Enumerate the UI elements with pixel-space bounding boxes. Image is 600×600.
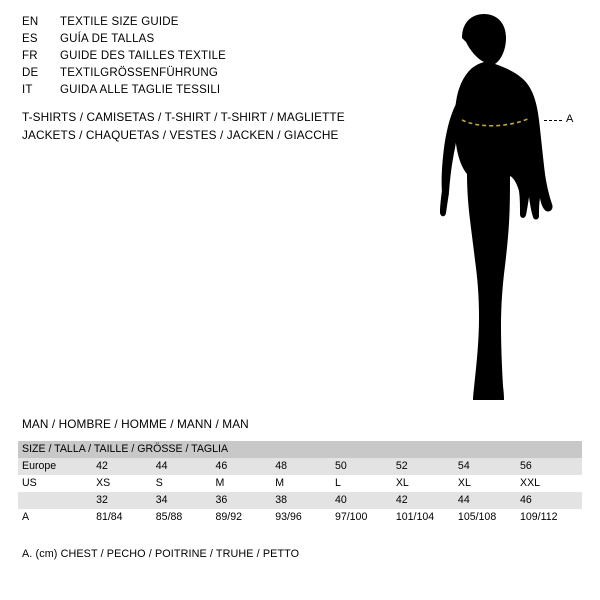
table-row	[18, 458, 582, 475]
cell: 42	[396, 492, 458, 509]
cell: M	[275, 475, 335, 492]
measure-label-a: A	[566, 113, 574, 125]
language-row	[22, 84, 362, 101]
language-row	[22, 67, 362, 84]
language-row	[22, 50, 362, 67]
cell: 81/84	[96, 509, 156, 526]
cell: 38	[275, 492, 335, 509]
cell: M	[216, 475, 276, 492]
cell: 56	[520, 458, 582, 475]
category-tshirts: T-SHIRTS / CAMISETAS / T-SHIRT / T-SHIRT / MAGLIETTE	[22, 110, 345, 124]
table-row	[18, 475, 582, 492]
language-text: GUÍA DE TALLAS	[60, 33, 155, 45]
cell: 101/104	[396, 509, 458, 526]
cell: 44	[156, 458, 216, 475]
cell: 40	[335, 492, 396, 509]
table-title: MAN / HOMBRE / HOMME / MANN / MAN	[22, 417, 249, 431]
language-code: FR	[22, 50, 38, 62]
row-label: Europe	[18, 458, 96, 475]
cell: 109/112	[520, 509, 582, 526]
cell: 54	[458, 458, 520, 475]
cell: 85/88	[156, 509, 216, 526]
language-text: TEXTILE SIZE GUIDE	[60, 16, 179, 28]
table-header-row	[18, 441, 582, 458]
measure-dash-line	[544, 120, 562, 122]
row-label: US	[18, 475, 96, 492]
language-text: TEXTILGRÖSSENFÜHRUNG	[60, 67, 218, 79]
language-code: ES	[22, 33, 38, 45]
cell: XL	[458, 475, 520, 492]
cell: XL	[396, 475, 458, 492]
size-table	[18, 441, 582, 526]
language-code: DE	[22, 67, 39, 79]
cell: 93/96	[275, 509, 335, 526]
product-categories	[22, 110, 382, 146]
cell: 89/92	[216, 509, 276, 526]
table-header-label: SIZE / TALLA / TAILLE / GRÖSSE / TAGLIA	[18, 441, 582, 458]
cell: 44	[458, 492, 520, 509]
language-code: EN	[22, 16, 39, 28]
language-code: IT	[22, 84, 33, 96]
cell: 97/100	[335, 509, 396, 526]
cell: 42	[96, 458, 156, 475]
cell: S	[156, 475, 216, 492]
language-text: GUIDE DES TAILLES TEXTILE	[60, 50, 227, 62]
cell: 32	[96, 492, 156, 509]
cell: 34	[156, 492, 216, 509]
cell: XS	[96, 475, 156, 492]
cell: 52	[396, 458, 458, 475]
cell: 105/108	[458, 509, 520, 526]
cell: 46	[216, 458, 276, 475]
cell: 50	[335, 458, 396, 475]
footnote: A. (cm) CHEST / PECHO / POITRINE / TRUHE / PETTO	[22, 548, 300, 560]
table-row	[18, 509, 582, 526]
row-label: A	[18, 509, 96, 526]
table-row	[18, 492, 582, 509]
language-text: GUIDA ALLE TAGLIE TESSILI	[60, 84, 221, 96]
language-row	[22, 33, 362, 50]
cell: 36	[216, 492, 276, 509]
cell: 46	[520, 492, 582, 509]
male-silhouette-figure	[400, 8, 600, 408]
language-header-block	[22, 16, 362, 101]
cell: L	[335, 475, 396, 492]
language-row	[22, 16, 362, 33]
row-label	[18, 492, 96, 509]
category-jackets: JACKETS / CHAQUETAS / VESTES / JACKEN / GIACCHE	[22, 128, 339, 142]
male-silhouette-icon	[400, 8, 600, 408]
cell: XXL	[520, 475, 582, 492]
cell: 48	[275, 458, 335, 475]
